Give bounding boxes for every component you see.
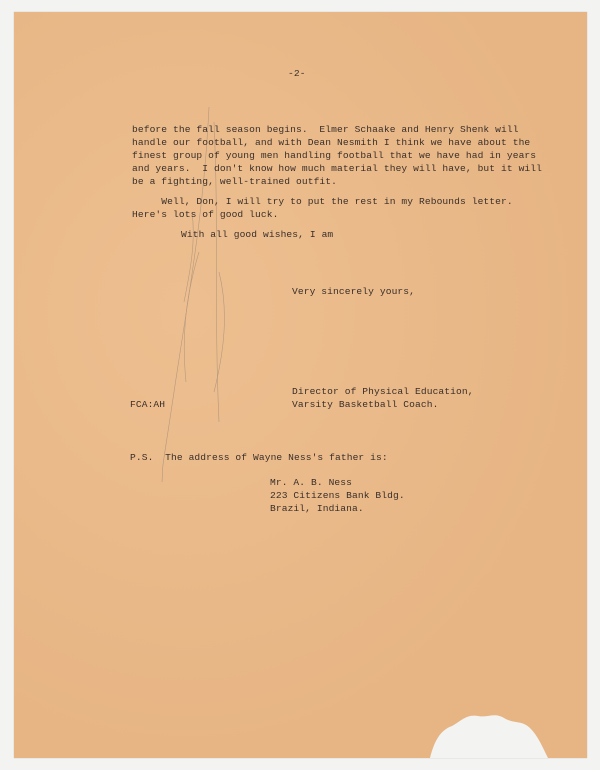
paragraph-2-line-1: Well, Don, I will try to put the rest in my Rebounds letter.: [132, 196, 513, 207]
torn-edge-icon: [430, 712, 550, 758]
paragraph-1-line-2: handle our football, and with Dean Nesmith I think we have about the: [132, 137, 531, 148]
address-line-2: 223 Citizens Bank Bldg.: [270, 490, 405, 501]
paragraph-2-line-2: Here's lots of good luck.: [132, 209, 279, 220]
signature-title-line-1: Director of Physical Education,: [292, 386, 474, 397]
letter-page: [14, 12, 587, 758]
paragraph-1-line-4: and years. I don't know how much material they will have, but it will: [132, 163, 543, 174]
postscript: P.S. The address of Wayne Ness's father is:: [130, 452, 388, 463]
page-number: -2-: [288, 68, 306, 79]
typist-initials: FCA:AH: [130, 399, 166, 410]
address-line-3: Brazil, Indiana.: [270, 503, 364, 514]
paragraph-1-line-3: finest group of young men handling football that we have had in years: [132, 150, 537, 161]
closing-phrase: With all good wishes, I am: [181, 229, 334, 240]
complimentary-close: Very sincerely yours,: [292, 286, 416, 297]
paragraph-1-line-1: before the fall season begins. Elmer Schaake and Henry Shenk will: [132, 124, 519, 135]
address-line-1: Mr. A. B. Ness: [270, 477, 353, 488]
signature-title-line-2: Varsity Basketball Coach.: [292, 399, 439, 410]
paragraph-1-line-5: be a fighting, well-trained outfit.: [132, 176, 338, 187]
